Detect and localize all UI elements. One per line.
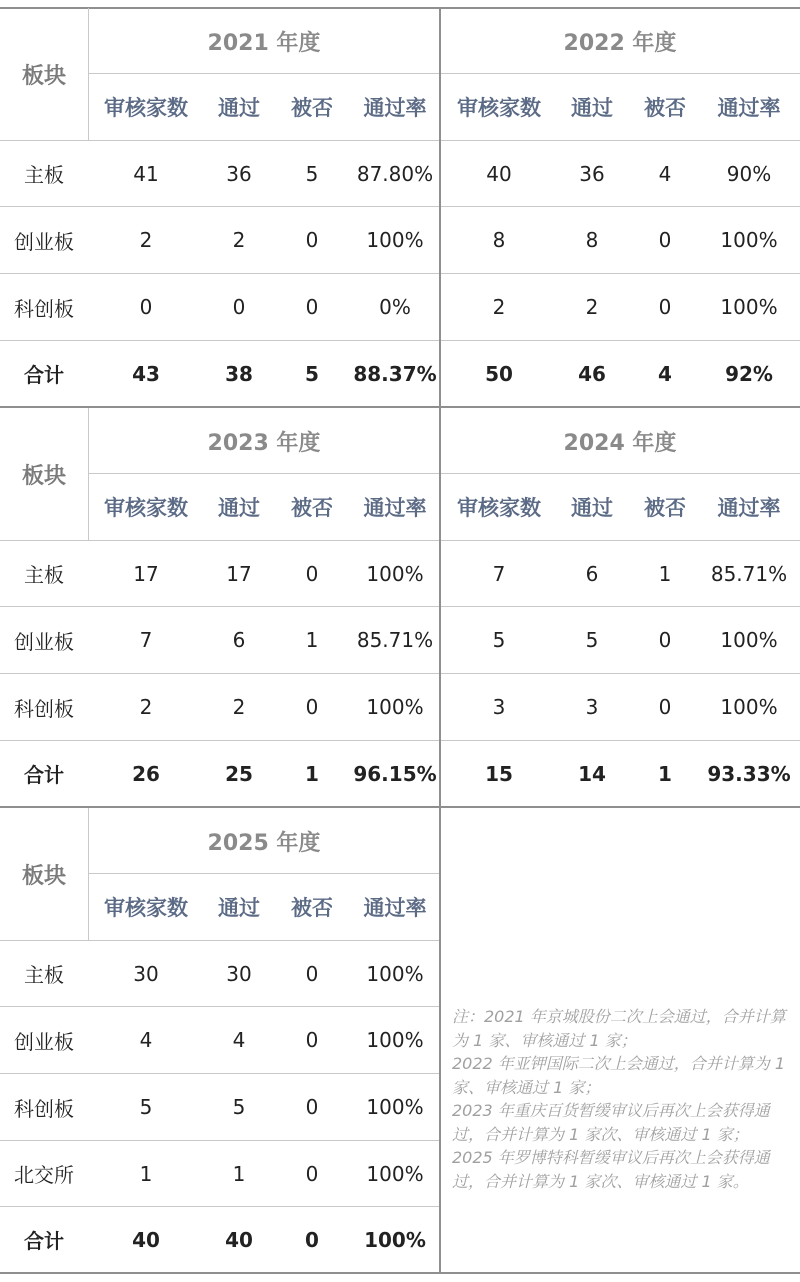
total-cell: 46 (578, 361, 606, 386)
table-cell: 2 (232, 695, 246, 719)
table-cell: 100% (366, 561, 424, 586)
table-cell: 1 (658, 561, 672, 586)
table-cell: 2 (492, 295, 506, 319)
table-cell: 100% (366, 695, 424, 719)
column-header: 审核家数 (104, 496, 188, 520)
table-cell: 85.71% (710, 561, 788, 586)
footnote (452, 1005, 792, 1193)
column-header: 被否 (291, 496, 333, 520)
table-cell: 36 (226, 161, 252, 186)
table-cell: 41 (133, 161, 159, 186)
total-cell: 96.15% (353, 761, 437, 786)
total-cell: 26 (132, 761, 160, 786)
table-cell: 0 (305, 228, 319, 252)
table-cell: 100% (366, 1028, 424, 1052)
column-header: 通过率 (717, 96, 781, 120)
board-header: 板块 (21, 863, 66, 889)
table-cell: 1 (139, 1161, 153, 1186)
column-header: 审核家数 (104, 896, 188, 920)
table-cell: 6 (585, 561, 599, 586)
table-cell: 6 (232, 628, 246, 652)
table-cell: 1 (232, 1161, 246, 1186)
footnote-line: 2023 年重庆百货暂缓审议后再次上会获得通过，合并计算为 1 家次、审核通过 1 家； (452, 1101, 770, 1144)
table-cell: 0 (139, 295, 153, 319)
board-cell: 科创板 (14, 296, 74, 321)
board-cell: 科创板 (14, 696, 74, 721)
total-cell: 5 (305, 361, 319, 386)
table-cell: 4 (139, 1028, 153, 1052)
table-cell: 40 (486, 161, 512, 186)
table-cell: 0 (305, 1095, 319, 1119)
column-header: 通过率 (363, 496, 427, 520)
board-cell: 主板 (24, 963, 64, 987)
table-cell: 87.80% (356, 161, 434, 186)
table-cell: 100% (720, 228, 778, 252)
table-cell: 0 (658, 695, 672, 719)
table-cell: 0 (658, 228, 672, 252)
total-cell: 4 (658, 361, 672, 386)
total-cell: 25 (225, 761, 253, 786)
total-cell: 92% (725, 361, 773, 386)
footnote-line: 注：2021 年京城股份二次上会通过，合并计算为 1 家、审核通过 1 家； (452, 1007, 786, 1050)
column-header: 审核家数 (457, 96, 541, 120)
board-cell: 创业板 (14, 229, 74, 254)
table-cell: 7 (492, 561, 506, 586)
year-header: 2023 年度 (207, 430, 321, 456)
table-cell: 30 (133, 961, 159, 986)
column-header: 审核家数 (457, 496, 541, 520)
table-cell: 36 (579, 161, 605, 186)
column-header: 通过 (571, 96, 613, 120)
table-cell: 85.71% (356, 628, 434, 652)
table-cell: 90% (726, 161, 772, 186)
table-cell: 100% (366, 228, 424, 252)
table-cell: 100% (366, 1161, 424, 1186)
table-cell: 0 (305, 1028, 319, 1052)
table-cell: 0 (305, 961, 319, 986)
column-header: 被否 (644, 96, 686, 120)
table-cell: 0 (305, 295, 319, 319)
table-cell: 17 (133, 561, 159, 586)
column-header: 通过率 (717, 496, 781, 520)
board-cell: 创业板 (14, 1029, 74, 1054)
total-label: 合计 (24, 363, 64, 387)
table-cell: 0% (379, 295, 411, 319)
table-cell: 100% (366, 1095, 424, 1119)
table-cell: 5 (139, 1095, 153, 1119)
table-cell: 4 (232, 1028, 246, 1052)
column-header: 通过率 (363, 96, 427, 120)
table-cell: 2 (232, 228, 246, 252)
board-cell: 主板 (24, 163, 64, 187)
table-cell: 8 (585, 228, 599, 252)
total-cell: 50 (485, 361, 513, 386)
table-cell: 0 (305, 695, 319, 719)
table-cell: 5 (232, 1095, 246, 1119)
table-cell: 8 (492, 228, 506, 252)
table-cell: 100% (720, 628, 778, 652)
board-header: 板块 (21, 63, 66, 89)
table-cell: 5 (492, 628, 506, 652)
table-cell: 30 (226, 961, 252, 986)
board-header: 板块 (21, 463, 66, 489)
total-cell: 38 (225, 361, 253, 386)
table-cell: 17 (226, 561, 252, 586)
table-cell: 2 (585, 295, 599, 319)
column-header: 被否 (291, 96, 333, 120)
table-cell: 5 (305, 161, 319, 186)
column-header: 通过 (218, 496, 260, 520)
total-cell: 40 (225, 1227, 253, 1252)
table-cell: 0 (305, 1161, 319, 1186)
total-cell: 100% (364, 1227, 426, 1252)
total-cell: 40 (132, 1227, 160, 1252)
column-header: 通过率 (363, 896, 427, 920)
table-cell: 0 (658, 628, 672, 652)
year-header: 2025 年度 (207, 830, 321, 856)
board-cell: 主板 (24, 563, 64, 587)
total-cell: 1 (305, 761, 319, 786)
column-header: 被否 (291, 896, 333, 920)
table-cell: 0 (305, 561, 319, 586)
board-cell: 创业板 (14, 629, 74, 654)
total-cell: 1 (658, 761, 672, 786)
year-header: 2021 年度 (207, 30, 321, 56)
table-cell: 1 (305, 628, 319, 652)
year-header: 2024 年度 (563, 430, 677, 456)
column-header: 通过 (571, 496, 613, 520)
column-header: 通过 (218, 896, 260, 920)
total-cell: 15 (485, 761, 513, 786)
table-cell: 2 (139, 695, 153, 719)
total-cell: 93.33% (707, 761, 791, 786)
footnote-line: 2025 年罗博特科暂缓审议后再次上会获得通过，合并计算为 1 家次、审核通过 1 家。 (452, 1148, 770, 1191)
table-cell: 100% (366, 961, 424, 986)
table-cell: 100% (720, 295, 778, 319)
board-cell: 北交所 (14, 1163, 74, 1187)
total-label: 合计 (24, 1229, 64, 1253)
table-cell: 3 (492, 695, 506, 719)
total-cell: 0 (305, 1227, 319, 1252)
column-header: 审核家数 (104, 96, 188, 120)
column-header: 通过 (218, 96, 260, 120)
total-cell: 43 (132, 361, 160, 386)
footnote-line: 2022 年亚钾国际二次上会通过，合并计算为 1 家、审核通过 1 家； (452, 1054, 786, 1097)
board-cell: 科创板 (14, 1096, 74, 1121)
table-cell: 4 (658, 161, 672, 186)
table-cell: 0 (232, 295, 246, 319)
total-label: 合计 (24, 763, 64, 787)
table-cell: 7 (139, 628, 153, 652)
table-cell: 100% (720, 695, 778, 719)
total-cell: 14 (578, 761, 606, 786)
column-header: 被否 (644, 496, 686, 520)
table-cell: 2 (139, 228, 153, 252)
table-cell: 0 (658, 295, 672, 319)
table-cell: 3 (585, 695, 599, 719)
year-header: 2022 年度 (563, 30, 677, 56)
table-cell: 5 (585, 628, 599, 652)
divider (0, 1272, 800, 1274)
total-cell: 88.37% (353, 361, 437, 386)
